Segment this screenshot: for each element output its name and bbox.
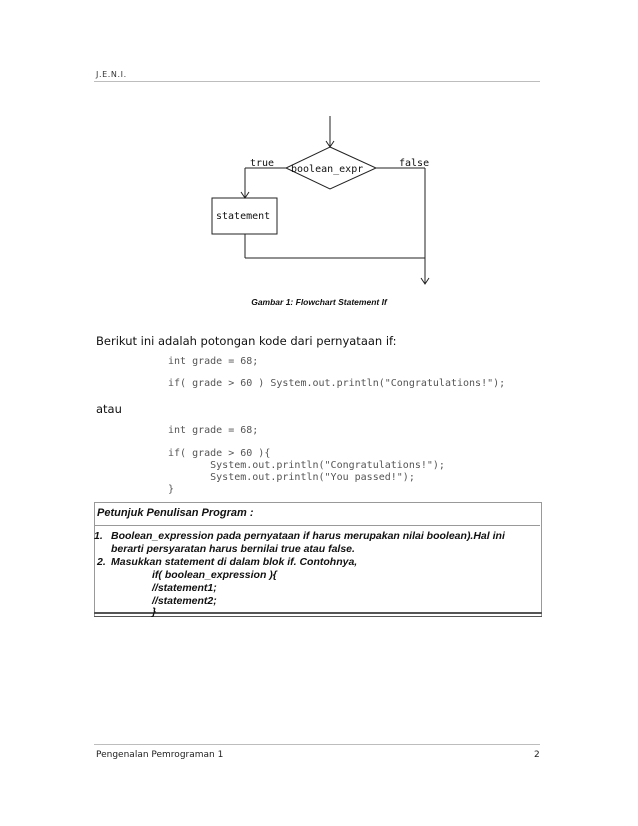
- process-label: statement: [216, 211, 271, 222]
- code-line: if( grade > 60 ){: [168, 448, 271, 459]
- tips-title: Petunjuk Penulisan Program :: [97, 507, 254, 519]
- tips-bottom-rule: [94, 616, 542, 617]
- tip-code-line: if( boolean_expression ){: [152, 569, 277, 581]
- flowchart: [0, 0, 638, 300]
- code-line: if( grade > 60 ) System.out.println("Congratulations!");: [168, 378, 506, 389]
- tips-divider: [94, 525, 540, 526]
- tip-number: 1.: [94, 530, 103, 542]
- code-line: System.out.println("You passed!");: [168, 472, 415, 483]
- page-number: 2: [534, 750, 540, 760]
- code-line: int grade = 68;: [168, 356, 259, 367]
- header-title: J.E.N.I.: [96, 70, 127, 79]
- tip-number: 2.: [97, 556, 106, 568]
- tip-code-line: //statement1;: [152, 582, 217, 594]
- tip-code-line: //statement2;: [152, 595, 217, 607]
- footer-divider: [94, 744, 540, 745]
- code-line: System.out.println("Congratulations!");: [168, 460, 445, 471]
- tip-text: Boolean_expression pada pernyataan if harus merupakan nilai boolean).Hal ini: [111, 530, 505, 542]
- intro-text: Berikut ini adalah potongan kode dari pernyataan if:: [96, 334, 397, 348]
- code-line: }: [168, 484, 175, 495]
- code-line: int grade = 68;: [168, 425, 259, 436]
- tip-text: Masukkan statement di dalam blok if. Contohnya,: [111, 556, 358, 568]
- true-label: true: [250, 158, 275, 169]
- tip-text: berarti persyaratan harus bernilai true atau false.: [111, 543, 355, 555]
- figure-caption: Gambar 1: Flowchart Statement If: [251, 297, 387, 307]
- or-text: atau: [96, 402, 122, 416]
- footer-title: Pengenalan Pemrograman 1: [96, 750, 224, 760]
- tips-bottom-rule: [94, 612, 542, 614]
- false-label: false: [399, 158, 430, 169]
- tip-code-line: }: [152, 606, 157, 618]
- decision-label: boolean_expr: [291, 164, 364, 175]
